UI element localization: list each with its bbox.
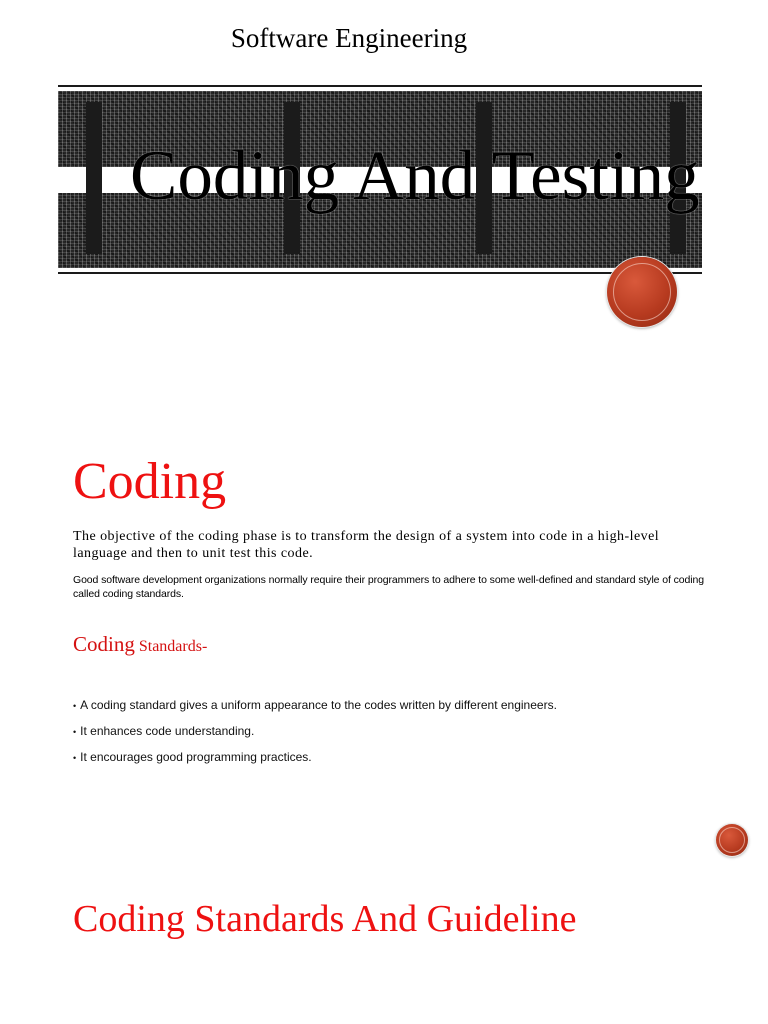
banner-bar	[86, 102, 102, 254]
bullet-icon: •	[73, 701, 77, 711]
next-section-heading: Coding Standards And Guideline	[73, 898, 577, 940]
standards-paragraph: Good software development organizations normally require their programmers to adhere to some well-defined and standard style of coding called coding standards.	[73, 574, 704, 600]
list-item: • It enhances code understanding.	[73, 724, 255, 738]
decorative-orb-large	[607, 257, 677, 327]
subsection-heading-part1: Coding	[73, 632, 135, 656]
banner-bottom-rule	[58, 272, 702, 274]
subsection-heading	[73, 632, 207, 657]
banner-title: Coding And Testing	[130, 137, 700, 215]
list-item: • A coding standard gives a uniform appearance to the codes written by different engineers.	[73, 698, 557, 712]
intro-paragraph: The objective of the coding phase is to transform the design of a system into code in a high-level language and then to unit test this code.	[73, 529, 660, 561]
banner-top-rule	[58, 85, 702, 87]
decorative-orb-small	[716, 824, 748, 856]
document-title: Software Engineering	[230, 23, 468, 53]
bullet-icon: •	[73, 753, 77, 763]
list-item: • It encourages good programming practices.	[73, 750, 312, 764]
section-heading: Coding	[73, 453, 227, 510]
bullet-list	[73, 697, 557, 775]
bullet-icon: •	[73, 727, 77, 737]
subsection-heading-part2: Standards-	[134, 638, 208, 655]
